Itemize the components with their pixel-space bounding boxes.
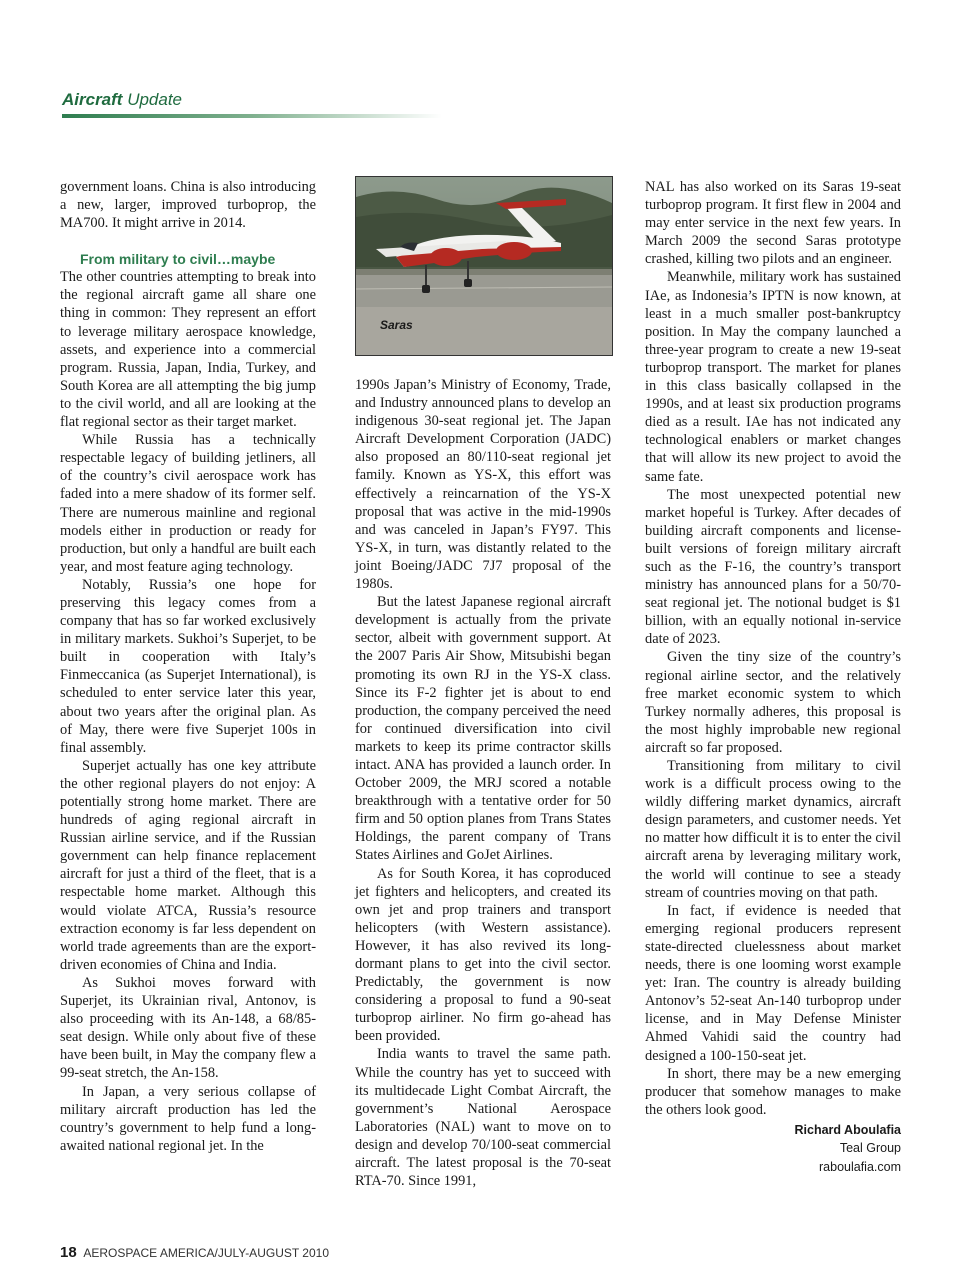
paragraph: As Sukhoi moves forward with Superjet, its Ukrainian rival, Antonov, is also proceeding with its An-148, a 68/85-seat design. While only about five of these have been built, in May the company flew a 99-seat stretch, the An-158. — [60, 974, 316, 1082]
paragraph: Transitioning from military to civil work is a difficult process owing to the wildly differing market dynamics, aircraft design parameters, and customer needs. Yet no matter how difficult it is to enter the civil aircraft arena by leveraging military work, the world will continue to see a steady stream of countries moving on that path. — [645, 758, 901, 901]
publication-line: AEROSPACE AMERICA/JULY-AUGUST 2010 — [83, 1246, 330, 1260]
paragraph: In short, there may be a new emerging producer that somehow manages to make the others look good. — [645, 1065, 901, 1118]
page-number: 18 — [60, 1244, 77, 1261]
paragraph: In fact, if evidence is needed that emerging regional producers represent state-directed cluelessness about market needs, there is one looming worst example yet: Iran. The country is already building Antonov’s 52-seat An-140 turboprop under license, and in May Defense Minister Ahmed Vahidi said the country had designed a 100-150-seat jet. — [645, 902, 901, 1064]
paragraph: Given the tiny size of the country’s regional airline sector, and the relatively free market economic system to which Turkey normally adheres, this proposal is the most highly improbable new regional aircraft so far proposed. — [645, 649, 901, 756]
author-org: Teal Group — [839, 1141, 901, 1156]
section-header — [62, 88, 442, 120]
paragraph: Notably, Russia’s one hope for preserving this legacy comes from a company that has so far worked exclusively in military markets. Sukhoi’s Superjet, to be built in cooperation with Italy’s Finmeccanica (as Superjet International), is scheduled to enter service later this year, about two years after the original plan. As of May, there were five Superjet 100s in final assembly. — [60, 576, 316, 756]
paragraph: NAL has also worked on its Saras 19-seat turboprop program. It first flew in 2004 and may enter service in the next few years. In March 2009 the second Saras prototype crashed, killing two pilots and an engineer. — [645, 179, 901, 268]
author-site: raboulafia.com — [819, 1159, 901, 1174]
column-1 — [60, 178, 316, 1155]
photo-caption: Saras — [380, 318, 413, 332]
page-footer — [60, 1244, 329, 1261]
author-name: Richard Aboulafia — [794, 1122, 901, 1137]
column-2 — [355, 376, 611, 1190]
paragraph: Meanwhile, military work has sustained IAe, as Indonesia’s IPTN is now known, at least in a much smaller post-bankruptcy position. In May the company launched a three-year program to create a new 19-seat turboprop transport. The market for planes in this class basically collapsed in the 1990s, and at least six production programs died as a result. IAe has not indicated any technological enablers or market changes that will allow its new project to avoid the same fate. — [645, 269, 901, 485]
paragraph: But the latest Japanese regional aircraft development is actually from the private sector, albeit with government support. At the 2007 Paris Air Show, Mitsubishi began promoting its own RJ in the YS-X class. Since its F-2 fighter jet is about to end production, the company perceived the need for continued diversification into civil markets to keep its prime contractor skills intact. ANA has provided a launch order. In October 2009, the MRJ scored a notable breakthrough with a tentative order for 50 firm and 50 option planes from Trans States Holdings, the parent company of Trans States Airlines and GoJet Airlines. — [355, 594, 611, 864]
paragraph: While Russia has a technically respectable legacy of building jetliners, all of the country’s civil aerospace work has faded into a mere shadow of its former self. There are numerous mainline and regional models either in production or ready for production, but only a handful are built each year, and most feature aging technology. — [60, 432, 316, 575]
author-signature — [645, 1121, 901, 1177]
paragraph: As for South Korea, it has coproduced jet fighters and helicopters, and created its own jet and prop trainers and transport helicopters (with Western assistance). However, it has also revived its long-dormant plans to get into the civil sector. Predictably, the government is now considering a proposal to fund a 90-seat turboprop airliner. No firm go-ahead has been provided. — [355, 865, 611, 1045]
paragraph: In Japan, a very serious collapse of military aircraft production has led the country’s government to help fund a long-awaited national regional jet. In the — [60, 1083, 316, 1154]
paragraph: India wants to travel the same path. While the country has yet to succeed with its multidecade Light Combat Aircraft, the government’s National Aerospace Laboratories (NAL) want to move on to design and develop 70/100-seat commercial aircraft. The latest proposal is the 70-seat RTA-70. Since 1991, — [355, 1046, 611, 1190]
paragraph: government loans. China is also introducing a new, larger, improved turboprop, the MA700. It might arrive in 2014. — [60, 179, 316, 232]
section-title: Aircraft Update — [62, 90, 183, 109]
paragraph: Superjet actually has one key attribute the other regional players do not enjoy: A potentially strong home market. There are hundreds of aging regional aircraft in Russian airline service, and if the Russian government can help finance replacement aircraft for just a third of the fleet, that is a respectable home market. Although this would violate ATCA, Russia’s resource extraction economy is far less dependent on world trade agreements than are the export-driven economies of China and India. — [60, 757, 316, 973]
subheading: From military to civil…maybe — [80, 251, 276, 268]
paragraph: 1990s Japan’s Ministry of Economy, Trade, and Industry announced plans to develop an indigenous 30-seat regional jet. The Japan Aircraft Development Corporation (JADC) also proposed an 80/110-seat regional jet family. Known as YS-X, this effort was effectively a reincarnation of the YS-X proposal that was active in the mid-1990s and was canceled in Japan’s FY97. This YS-X, in turn, was distantly related to the joint Boeing/JADC 7J7 proposal of the 1980s. — [355, 377, 611, 593]
column-3 — [645, 178, 901, 1176]
paragraph: The other countries attempting to break into the regional aircraft game all share one thing in common: They represent an effort to leverage military aerospace knowledge, assets, and experience into a commercial program. Russia, Japan, India, Turkey, and South Korea are all attempting the big jump to the civil world, and all are looking at the flat regional sector as their target market. — [60, 269, 316, 431]
header-rule — [62, 114, 442, 118]
paragraph: The most unexpected potential new market hopeful is Turkey. After decades of building aircraft components and license-built versions of foreign military aircraft such as the F-16, the country’s transport ministry has announced plans for a 50/70-seat regional jet. The notional budget is $1 billion, with an equally notional in-service date of 2023. — [645, 486, 901, 648]
saras-photo — [355, 176, 613, 356]
